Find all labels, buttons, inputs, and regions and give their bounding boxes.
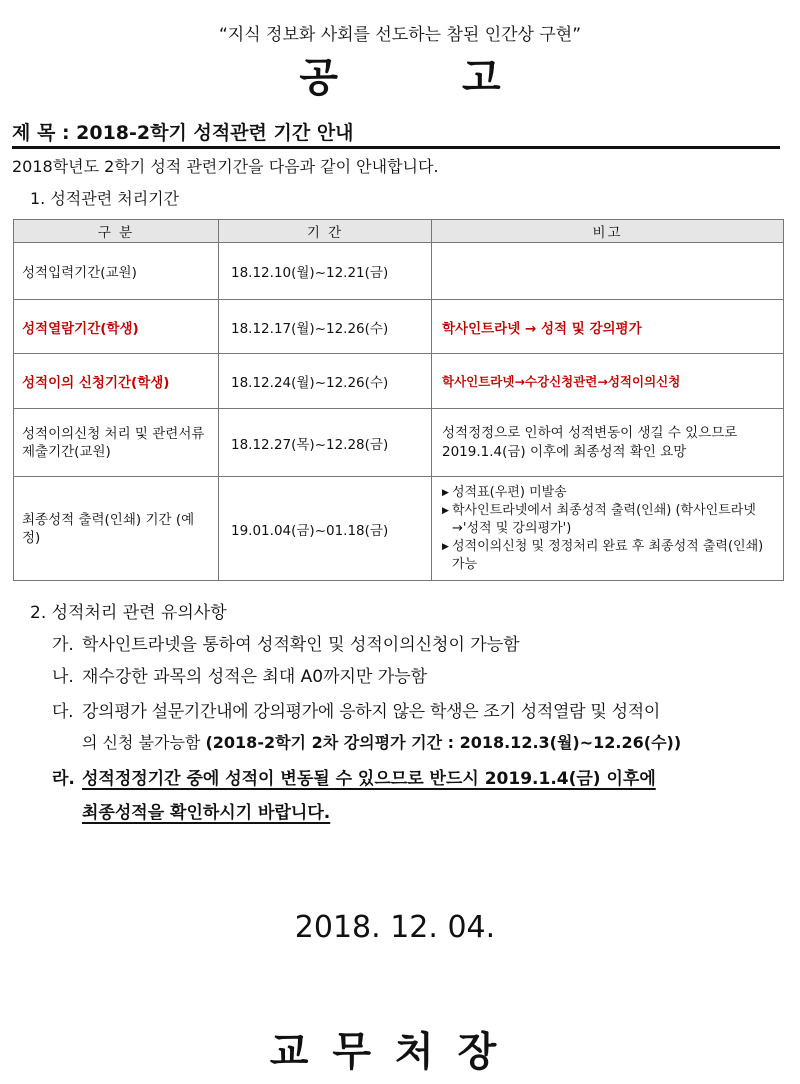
heading-char: 공 bbox=[299, 55, 338, 101]
row-period: 18.12.27(목)~12.28(금) bbox=[219, 409, 432, 477]
signer: 교무처장 bbox=[269, 1029, 521, 1075]
triangle-bullet-icon: ▶ bbox=[442, 487, 449, 498]
row-period: 18.12.10(월)~12.21(금) bbox=[219, 243, 432, 300]
row-category: 최종성적 출력(인쇄) 기간 (예정) bbox=[14, 477, 219, 581]
motto: “지식 정보화 사회를 선도하는 참된 인간상 구현” bbox=[218, 25, 582, 45]
row-category: 성적열람기간(학생) bbox=[14, 300, 219, 354]
header-note: 비고 bbox=[432, 220, 784, 243]
row-note bbox=[432, 243, 784, 300]
triangle-bullet-icon: ▶ bbox=[442, 505, 449, 516]
notice-heading bbox=[0, 46, 800, 103]
row-category: 성적입력기간(교원) bbox=[14, 243, 219, 300]
notice-item bbox=[52, 697, 660, 722]
item-mark: 다. bbox=[52, 702, 74, 722]
row-period: 18.12.17(월)~12.26(수) bbox=[219, 300, 432, 354]
notice-item-continuation bbox=[82, 798, 330, 823]
table-row bbox=[14, 409, 784, 477]
section2-title: 2. 성적처리 관련 유의사항 bbox=[30, 603, 227, 623]
header-period: 기 간 bbox=[219, 220, 432, 243]
item-cont-text: 의 신청 불가능함 bbox=[82, 733, 201, 752]
row-note: 성적정정으로 인하여 성적변동이 생길 수 있으므로 2019.1.4(금) 이후에 최종성적 확인 요망 bbox=[432, 409, 784, 477]
table-row bbox=[14, 243, 784, 300]
heading-char: 고 bbox=[462, 55, 501, 101]
triangle-bullet-icon: ▶ bbox=[442, 541, 449, 552]
note-item bbox=[442, 484, 775, 502]
intro-text: 2018학년도 2학기 성적 관련기간을 다음과 같이 안내합니다. bbox=[12, 157, 439, 176]
notice-item bbox=[52, 630, 520, 655]
table-row bbox=[14, 300, 784, 354]
row-note-list bbox=[432, 477, 784, 581]
item-mark: 가. bbox=[52, 635, 74, 655]
notice-item bbox=[52, 764, 656, 789]
notice-item bbox=[52, 662, 427, 687]
item-mark: 라. bbox=[52, 769, 75, 789]
item-text: 재수강한 과목의 성적은 최대 A0까지만 가능함 bbox=[82, 667, 428, 687]
subject-title: 제 목 : 2018-2학기 성적관련 기간 안내 bbox=[12, 122, 354, 144]
schedule-table bbox=[13, 219, 784, 581]
table-row bbox=[14, 354, 784, 409]
note-item bbox=[442, 538, 775, 574]
row-note: 학사인트라넷→수강신청관련→성적이의신청 bbox=[432, 354, 784, 409]
row-category: 성적이의 신청기간(학생) bbox=[14, 354, 219, 409]
row-period: 19.01.04(금)~01.18(금) bbox=[219, 477, 432, 581]
note-item bbox=[442, 502, 775, 538]
row-category: 성적이의신청 처리 및 관련서류 제출기간(교원) bbox=[14, 409, 219, 477]
item-mark: 나. bbox=[52, 667, 74, 687]
table-header-row bbox=[14, 220, 784, 243]
item-text: 성적정정기간 중에 성적이 변동될 수 있으므로 반드시 2019.1.4(금) 이후에 bbox=[82, 769, 656, 789]
row-period: 18.12.24(월)~12.26(수) bbox=[219, 354, 432, 409]
section1-title: 1. 성적관련 처리기간 bbox=[30, 189, 180, 208]
subject-rule bbox=[12, 146, 780, 149]
item-text: 학사인트라넷을 통하여 성적확인 및 성적이의신청이 가능함 bbox=[82, 635, 520, 655]
item-cont-text: 최종성적을 확인하시기 바랍니다. bbox=[82, 803, 331, 823]
note-text: 성적표(우편) 미발송 bbox=[452, 484, 567, 500]
notice-date: 2018. 12. 04. bbox=[294, 910, 496, 945]
row-note: 학사인트라넷 → 성적 및 강의평가 bbox=[432, 300, 784, 354]
note-text: 학사인트라넷에서 최종성적 출력(인쇄) (학사인트라넷→'성적 및 강의평가') bbox=[452, 502, 756, 536]
lecture-eval-period: (2018-2학기 2차 강의평가 기간 : 2018.12.3(월)~12.26(수)) bbox=[205, 733, 682, 752]
header-category: 구 분 bbox=[14, 220, 219, 243]
item-text: 강의평가 설문기간내에 강의평가에 응하지 않은 학생은 조기 성적열람 및 성적이 bbox=[82, 702, 660, 722]
notice-item-continuation bbox=[82, 730, 681, 753]
table-row bbox=[14, 477, 784, 581]
note-text: 성적이의신청 및 정정처리 완료 후 최종성적 출력(인쇄) 가능 bbox=[452, 538, 764, 572]
